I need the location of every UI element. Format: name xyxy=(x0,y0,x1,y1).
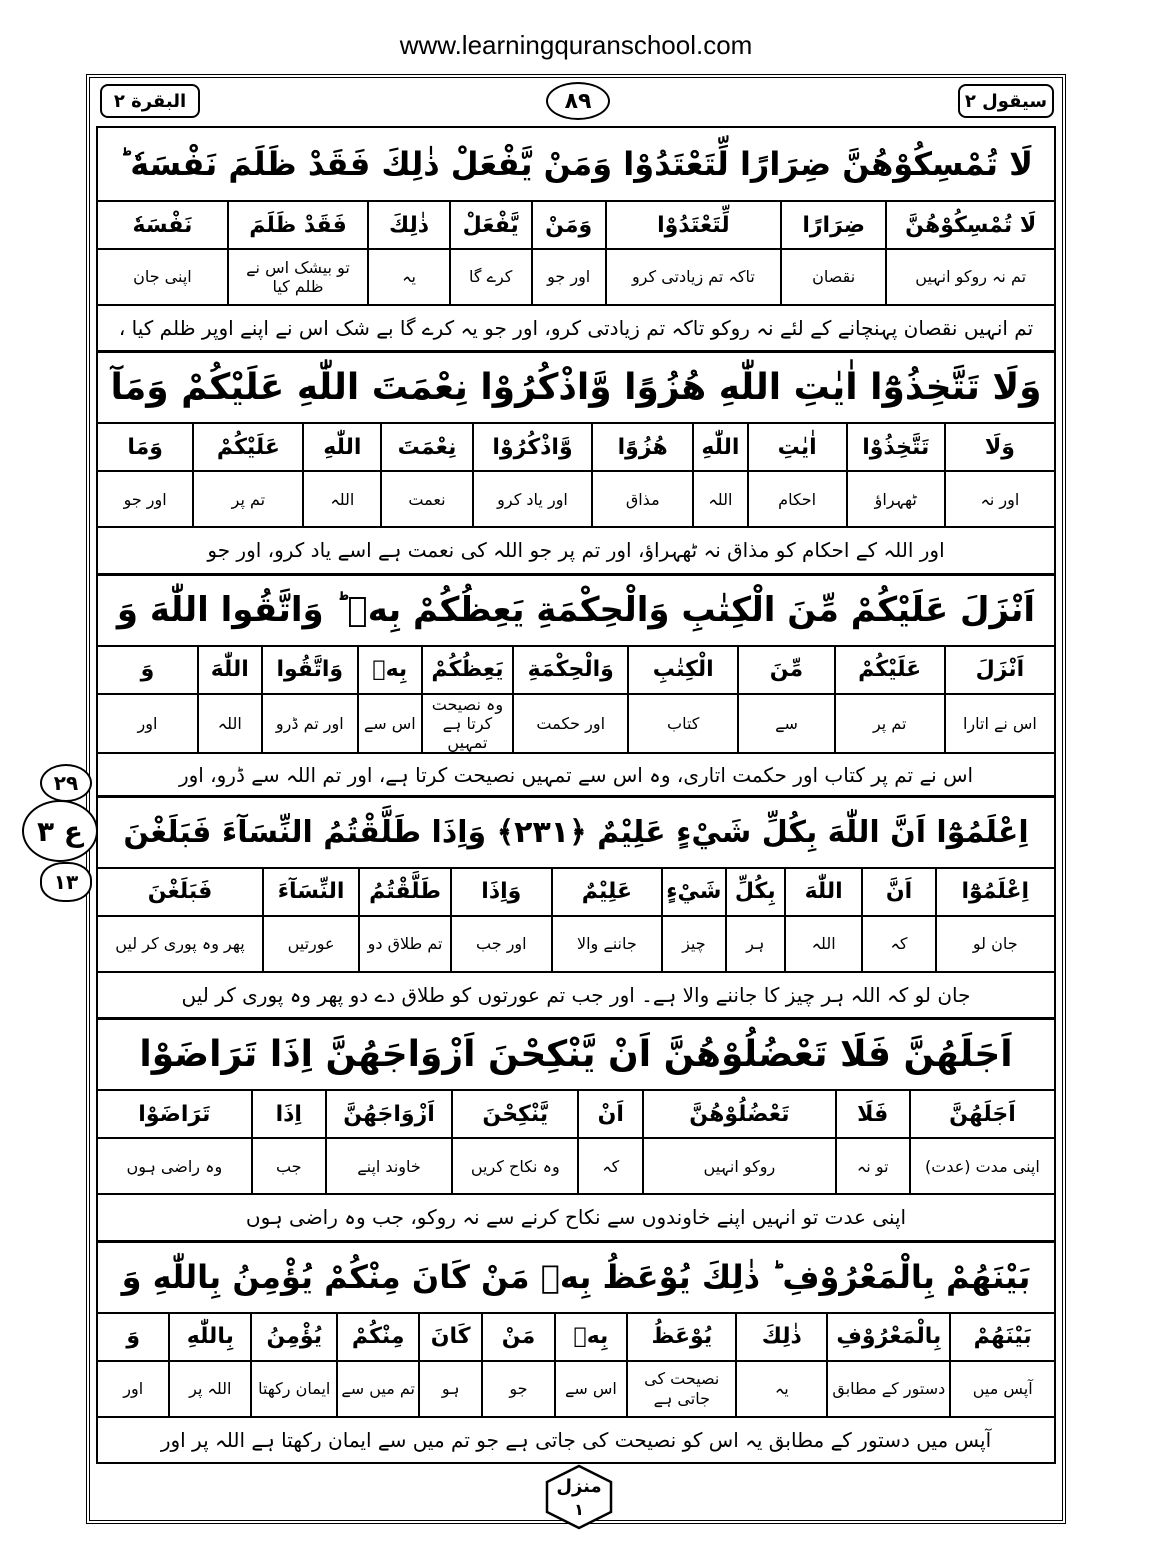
urdu-translation-cell: اور حکمت xyxy=(512,695,627,753)
urdu-translation-cell: چیز xyxy=(661,917,725,971)
urdu-translation-cell: اللہ xyxy=(784,917,862,971)
full-urdu-translation: اس نے تم پر کتاب اور حکمت اتاری، وہ اس سے تمہیں نصیحت کرتا ہے، اور تم اللہ سے ڈرو، اور xyxy=(98,752,1054,795)
urdu-translation-cell: وہ نصیحت کرتا ہے تمہیں xyxy=(421,695,513,753)
urdu-translation-cell: کہ xyxy=(861,917,934,971)
verse-section-3 xyxy=(98,573,1054,795)
urdu-translation-cell: اللہ پر xyxy=(168,1362,250,1416)
urdu-translations-row xyxy=(98,1137,1054,1193)
arabic-word-cell: اللّٰهَ xyxy=(784,869,862,915)
ruku-marker-top: ٢٩ xyxy=(40,764,92,802)
arabic-word-cell: بِهٖ xyxy=(357,647,421,693)
arabic-verse-line: بَيْنَهُمْ بِالْمَعْرُوْفِ ؕ ذٰلِكَ يُوْعَظُ بِهٖ مَنْ كَانَ مِنْكُمْ يُؤْمِنُ بِاللّٰهِ وَ xyxy=(98,1240,1054,1312)
urdu-translation-cell: پھر وہ پوری کر لیں xyxy=(115,934,245,954)
surah-name-label: البقرة ٢ xyxy=(100,84,200,118)
arabic-word-cell: اٰيٰتِ xyxy=(747,424,846,470)
urdu-translation-cell: جاننے والا xyxy=(551,917,661,971)
page-number: ٨٩ xyxy=(546,82,610,120)
urdu-translation-cell: احکام xyxy=(747,472,846,526)
urdu-translations-row xyxy=(98,248,1054,304)
urdu-translation-cell: اور یاد کرو xyxy=(472,472,591,526)
arabic-word-cell: بِالْمَعْرُوْفِ xyxy=(826,1314,949,1360)
verse-section-1 xyxy=(98,128,1054,350)
verse-section-2 xyxy=(98,350,1054,572)
arabic-word-cell: نِعْمَتَ xyxy=(380,424,472,470)
urdu-translation-cell: اور جب xyxy=(450,917,551,971)
arabic-word-cell: يُوْعَظُ xyxy=(626,1314,735,1360)
urdu-translation-cell: اور نہ xyxy=(944,472,1054,526)
arabic-word-cell: فَقَدْ ظَلَمَ xyxy=(227,202,367,248)
urdu-translation-cell: اللہ xyxy=(692,472,746,526)
urdu-translation-cell: عورتیں xyxy=(262,917,358,971)
urdu-translation-cell: تو بیشک اس نے ظلم کیا xyxy=(227,250,367,304)
urdu-translation-cell: اور تم ڈرو xyxy=(261,695,357,753)
urdu-translation-cell: روکو انہیں xyxy=(642,1139,834,1193)
arabic-word-cell: عَلِيْمٌ xyxy=(551,869,661,915)
urdu-translation-cell: تم طلاق دو xyxy=(358,917,450,971)
arabic-word-cell: فَبَلَغْنَ xyxy=(147,879,213,905)
urdu-translation-cell: اور xyxy=(123,1379,144,1399)
urdu-translation-cell: کہ xyxy=(577,1139,642,1193)
arabic-word-cell: وَاِذَا xyxy=(450,869,551,915)
urdu-translation-cell: تم میں سے xyxy=(336,1362,418,1416)
arabic-word-cell: نَفْسَهٗ xyxy=(132,212,193,238)
urdu-translation-cell: کتاب xyxy=(627,695,737,753)
arabic-word-cell: اِعْلَمُوْٓا xyxy=(935,869,1054,915)
arabic-words-row xyxy=(98,200,1054,248)
arabic-word-cell: بِاللّٰهِ xyxy=(168,1314,250,1360)
urdu-translation-cell: وہ نکاح کریں xyxy=(451,1139,577,1193)
arabic-word-cell: شَيْءٍ xyxy=(661,869,725,915)
urdu-translation-cell: آپس میں xyxy=(949,1362,1054,1416)
arabic-verse-line: اَجَلَهُنَّ فَلَا تَعْضُلُوْهُنَّ اَنْ يَّنْكِحْنَ اَزْوَاجَهُنَّ اِذَا تَرَاضَوْا xyxy=(98,1017,1054,1089)
arabic-verse-line: لَا تُمْسِكُوْهُنَّ ضِرَارًا لِّتَعْتَدُوْا وَمَنْ يَّفْعَلْ ذٰلِكَ فَقَدْ ظَلَمَ نَفْسَهٗ ؕ xyxy=(119,145,1033,183)
arabic-word-cell: اللّٰهَ xyxy=(197,647,261,693)
urdu-translation-cell: اس سے xyxy=(357,695,421,753)
arabic-verse-line: اِعْلَمُوْٓا اَنَّ اللّٰهَ بِكُلِّ شَيْءٍ عَلِيْمٌ ﴿٢٣١﴾ وَاِذَا طَلَّقْتُمُ النِّسَآءَ فَبَلَغْنَ xyxy=(98,795,1054,867)
urdu-translation-cell: ہو xyxy=(418,1362,481,1416)
arabic-word-cell: اَجَلَهُنَّ xyxy=(909,1091,1054,1137)
arabic-word-cell: وَاتَّقُوا xyxy=(261,647,357,693)
urdu-translations-row xyxy=(98,1360,1054,1416)
arabic-word-cell: مِّنَ xyxy=(737,647,833,693)
arabic-word-cell: يُؤْمِنُ xyxy=(250,1314,336,1360)
urdu-translation-cell: سے xyxy=(737,695,833,753)
arabic-word-cell: وَّاذْكُرُوْا xyxy=(472,424,591,470)
urdu-translation-cell: نصیحت کی جاتی ہے xyxy=(626,1362,735,1416)
urdu-translation-cell: ٹھہراؤ xyxy=(846,472,944,526)
arabic-word-cell: اَزْوَاجَهُنَّ xyxy=(325,1091,451,1137)
arabic-word-cell: فَلَا xyxy=(835,1091,909,1137)
urdu-translation-cell: اپنی مدت (عدت) xyxy=(909,1139,1054,1193)
arabic-word-cell: لَا تُمْسِكُوْهُنَّ xyxy=(885,202,1054,248)
arabic-word-cell: ذٰلِكَ xyxy=(735,1314,826,1360)
urdu-translation-cell: اللہ xyxy=(302,472,380,526)
arabic-word-cell: اللّٰهِ xyxy=(692,424,746,470)
urdu-translation-cell: تم پر xyxy=(192,472,302,526)
urdu-translation-cell: اور جو xyxy=(531,250,605,304)
urdu-translation-cell: اور xyxy=(137,713,158,733)
arabic-word-cell: هُزُوًا xyxy=(591,424,692,470)
arabic-word-cell: بِهٖ xyxy=(554,1314,626,1360)
urdu-translation-cell: نقصان xyxy=(780,250,885,304)
urdu-translation-cell: کرے گا xyxy=(449,250,531,304)
arabic-word-cell: وَمَنْ xyxy=(531,202,605,248)
arabic-word-cell: لِّتَعْتَدُوْا xyxy=(605,202,780,248)
arabic-word-cell: اَنْزَلَ xyxy=(944,647,1054,693)
urdu-translation-cell: اس سے xyxy=(554,1362,626,1416)
arabic-words-row xyxy=(98,422,1054,470)
urdu-translation-cell: یہ xyxy=(367,250,449,304)
arabic-word-cell: تَرَاضَوْا xyxy=(138,1101,211,1127)
urdu-translation-cell: تم نہ روکو انہیں xyxy=(885,250,1054,304)
urdu-translation-cell: تم پر xyxy=(834,695,944,753)
arabic-word-cell: بَيْنَهُمْ xyxy=(949,1314,1054,1360)
arabic-word-cell: تَعْضُلُوْهُنَّ xyxy=(642,1091,834,1137)
manzil-hexagon-icon xyxy=(545,1464,613,1530)
arabic-word-cell: ضِرَارًا xyxy=(780,202,885,248)
arabic-word-cell: بِكُلِّ xyxy=(725,869,784,915)
arabic-word-cell: تَتَّخِذُوْا xyxy=(846,424,944,470)
arabic-word-cell: وَلَا xyxy=(944,424,1054,470)
arabic-word-cell: اَنَّ xyxy=(861,869,934,915)
manzil-label: منزل xyxy=(556,1476,602,1497)
urdu-translations-row xyxy=(98,470,1054,526)
urdu-translation-cell: تاکہ تم زیادتی کرو xyxy=(605,250,780,304)
urdu-translation-cell: مذاق xyxy=(591,472,692,526)
urdu-translation-cell: اس نے اتارا xyxy=(944,695,1054,753)
arabic-words-row xyxy=(98,1089,1054,1137)
verse-section-4 xyxy=(98,795,1054,1017)
full-urdu-translation: جان لو کہ اللہ ہر چیز کا جاننے والا ہے۔ اور جب تم عورتوں کو طلاق دے دو پھر وہ پوری کر لیں xyxy=(98,971,1054,1017)
full-urdu-translation: تم انہیں نقصان پہنچانے کے لئے نہ روکو تاکہ تم زیادتی کرو، اور جو یہ کرے گا بے شک اس نے اپنے اوپر ظلم کیا ، xyxy=(98,304,1054,350)
arabic-verse-line: اَنْزَلَ عَلَيْكُمْ مِّنَ الْكِتٰبِ وَالْحِكْمَةِ يَعِظُكُمْ بِهٖ ؕ وَاتَّقُوا اللّٰهَ وَ xyxy=(98,573,1054,645)
arabic-word-cell: يَّنْكِحْنَ xyxy=(451,1091,577,1137)
urdu-translation-cell: اور جو xyxy=(123,489,167,509)
urdu-translation-cell: ہر xyxy=(725,917,784,971)
urdu-translation-cell: خاوند اپنے xyxy=(325,1139,451,1193)
ruku-marker-bottom: ١٣ xyxy=(40,862,92,902)
urdu-translation-cell: اپنی جان xyxy=(133,267,192,287)
arabic-word-cell: اللّٰهِ xyxy=(302,424,380,470)
urdu-translation-cell: جان لو xyxy=(935,917,1054,971)
verse-section-5 xyxy=(98,1017,1054,1239)
arabic-word-cell: طَلَّقْتُمُ xyxy=(358,869,450,915)
arabic-word-cell: ذٰلِكَ xyxy=(367,202,449,248)
urdu-translation-cell: تو نہ xyxy=(835,1139,909,1193)
arabic-word-cell: عَلَيْكُمْ xyxy=(192,424,302,470)
para-name-label: سیقول ٢ xyxy=(958,84,1054,118)
urdu-translations-row xyxy=(98,915,1054,971)
urdu-translations-row xyxy=(98,693,1054,753)
verse-section-6 xyxy=(98,1240,1054,1462)
arabic-word-cell: مِنْكُمْ xyxy=(336,1314,418,1360)
quran-translation-table xyxy=(96,126,1056,1464)
urdu-translation-cell: نعمت xyxy=(380,472,472,526)
urdu-translation-cell: دستور کے مطابق xyxy=(826,1362,949,1416)
urdu-translation-cell: جب xyxy=(251,1139,325,1193)
ruku-marker-middle: ع ٣ xyxy=(22,800,98,862)
arabic-words-row xyxy=(98,645,1054,693)
arabic-words-row xyxy=(98,1312,1054,1360)
arabic-word-cell: وَالْحِكْمَةِ xyxy=(512,647,627,693)
full-urdu-translation: آپس میں دستور کے مطابق یہ اس کو نصیحت کی جاتی ہے جو تم میں سے ایمان رکھتا ہے اللہ پر اور xyxy=(98,1416,1054,1462)
manzil-number: ١ xyxy=(574,1500,584,1519)
arabic-word-cell: وَمَا xyxy=(127,434,163,460)
arabic-word-cell: يَعِظُكُمْ xyxy=(421,647,513,693)
arabic-word-cell: عَلَيْكُمْ xyxy=(834,647,944,693)
arabic-word-cell: اَنْ xyxy=(577,1091,642,1137)
urdu-translation-cell: اللہ xyxy=(197,695,261,753)
urdu-translation-cell: ایمان رکھتا xyxy=(250,1362,336,1416)
website-url: www.learningquranschool.com xyxy=(399,30,753,60)
urdu-translation-cell: جو xyxy=(481,1362,553,1416)
arabic-words-row xyxy=(98,867,1054,915)
arabic-word-cell: مَنْ xyxy=(481,1314,553,1360)
full-urdu-translation: اپنی عدت تو انہیں اپنے خاوندوں سے نکاح کرنے سے نہ روکو، جب وہ راضی ہوں xyxy=(98,1193,1054,1239)
arabic-word-cell: اِذَا xyxy=(251,1091,325,1137)
arabic-word-cell: الْكِتٰبِ xyxy=(627,647,737,693)
manzil-badge xyxy=(545,1464,613,1530)
arabic-word-cell: كَانَ xyxy=(418,1314,481,1360)
arabic-word-cell: وَ xyxy=(126,1324,141,1350)
arabic-word-cell: النِّسَآءَ xyxy=(262,869,358,915)
full-urdu-translation: اور اللہ کے احکام کو مذاق نہ ٹھہراؤ، اور تم پر جو اللہ کی نعمت ہے اسے یاد کرو، اور جو xyxy=(98,526,1054,572)
arabic-verse-line: وَلَا تَتَّخِذُوْٓا اٰيٰتِ اللّٰهِ هُزُوًا وَّاذْكُرُوْا نِعْمَتَ اللّٰهِ عَلَيْكُمْ وَمَآ xyxy=(98,350,1054,422)
arabic-word-cell: يَّفْعَلْ xyxy=(449,202,531,248)
arabic-word-cell: وَ xyxy=(140,657,155,683)
urdu-translation-cell: یہ xyxy=(735,1362,826,1416)
urdu-translation-cell: وہ راضی ہوں xyxy=(126,1156,223,1176)
